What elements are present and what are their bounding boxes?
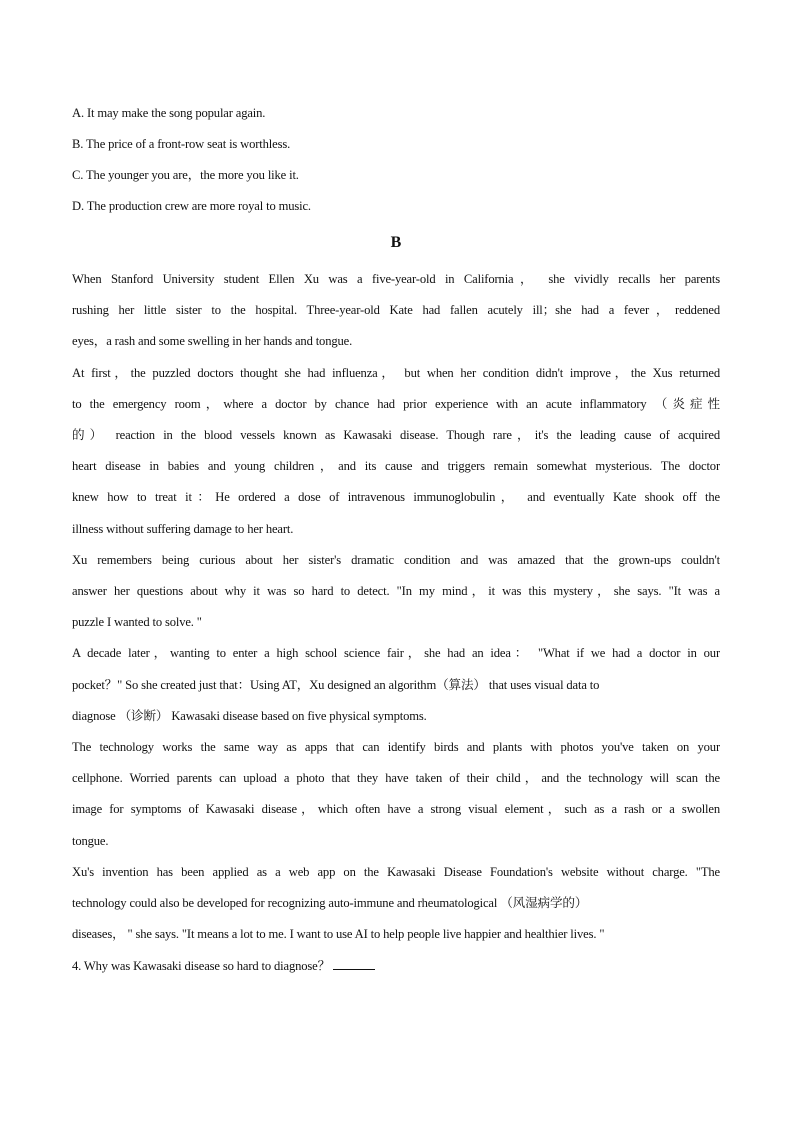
passage-line: knew how to treat it：He ordered a dose of intravenous immunoglobulin， and eventually Kate shook off the xyxy=(72,490,720,504)
passage-line: rushing her little sister to the hospital. Three-year-old Kate had fallen acutely ill；she had a fever，reddened xyxy=(72,303,720,317)
passage-line: Xu remembers being curious about her sister's dramatic condition and was amazed that the grown-ups couldn't xyxy=(72,553,720,567)
passage-line: diagnose （诊断） Kawasaki disease based on five physical symptoms. xyxy=(72,709,427,723)
passage-line: The technology works the same way as apps that can identify birds and plants with photos you've taken on your xyxy=(72,740,720,754)
passage-line: tongue. xyxy=(72,834,109,848)
passage-line: image for symptoms of Kawasaki disease，which often have a strong visual element，such as a rash or a swollen xyxy=(72,802,720,816)
passage-line: illness without suffering damage to her heart. xyxy=(72,522,294,536)
passage-line: cellphone. Worried parents can upload a photo that they have taken of their child，and the technology will scan the xyxy=(72,771,720,785)
passage-line: technology could also be developed for recognizing auto-immune and rheumatological （风湿病学的） xyxy=(72,896,588,910)
passage-line: At first，the puzzled doctors thought she had influenza， but when her condition didn't improve，the Xus returned xyxy=(72,366,720,380)
option-a: A. It may make the song popular again. xyxy=(72,106,266,120)
question-4 xyxy=(72,957,375,974)
passage-line: answer her questions about why it was so hard to detect. "In my mind，it was this mystery，she says. "It was a xyxy=(72,584,720,598)
passage-line: A decade later，wanting to enter a high school science fair，she had an idea： "What if we had a doctor in our xyxy=(72,646,720,660)
passage-line: eyes，a rash and some swelling in her hands and tongue. xyxy=(72,334,353,348)
passage-line: diseases， " she says. "It means a lot to me. I want to use AI to help people live happier and healthier lives. " xyxy=(72,927,605,941)
passage-line: When Stanford University student Ellen Xu was a five-year-old in California， she vividly recalls her parents xyxy=(72,272,720,286)
option-d: D. The production crew are more royal to music. xyxy=(72,199,311,213)
passage-line: puzzle I wanted to solve. " xyxy=(72,615,202,629)
passage-line: heart disease in babies and young children，and its cause and triggers remain somewhat mysterious. The doctor xyxy=(72,459,720,473)
option-b: B. The price of a front-row seat is worthless. xyxy=(72,137,291,151)
answer-blank[interactable] xyxy=(333,957,375,970)
option-c: C. The younger you are，the more you like it. xyxy=(72,168,299,182)
passage-line: 的） reaction in the blood vessels known as Kawasaki disease. Though rare，it's the leading cause of acquired xyxy=(72,428,720,442)
passage-line: Xu's invention has been applied as a web app on the Kawasaki Disease Foundation's website without charge. "The xyxy=(72,865,720,879)
passage-line: pocket？" So she created just that：Using AT，Xu designed an algorithm（算法） that uses visual data to xyxy=(72,678,600,692)
question-text: 4. Why was Kawasaki disease so hard to diagnose？ xyxy=(72,959,331,973)
passage-line: to the emergency room，where a doctor by chance had prior experience with an acute inflammatory （炎症性 xyxy=(72,397,720,411)
section-title: B xyxy=(390,234,402,251)
